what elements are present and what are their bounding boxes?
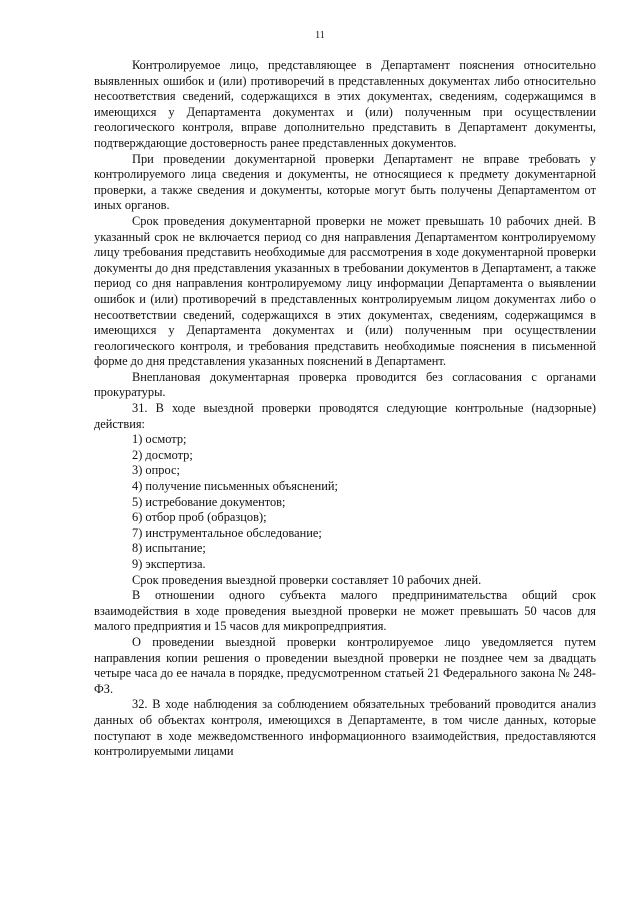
- paragraph: При проведении документарной проверки Департамент не вправе требовать у контролируемого лица сведения и документы, не относящиеся к предмету документарной проверки, а также сведения и документы, которые могут быть получены Департаментом от иных органов.: [94, 151, 596, 213]
- paragraph: Срок проведения выездной проверки составляет 10 рабочих дней.: [132, 572, 482, 587]
- inspection-actions-list: [94, 432, 596, 572]
- list-item: 7) инструментальное обследование;: [132, 525, 322, 540]
- document-body: [94, 58, 596, 760]
- list-item: 4) получение письменных объяснений;: [132, 479, 338, 494]
- paragraph: Внеплановая документарная проверка проводится без согласования с органами прокуратуры.: [94, 369, 596, 400]
- list-item: 9) экспертиза.: [132, 557, 206, 571]
- list-item: 8) испытание;: [132, 541, 206, 556]
- list-item: 3) опрос;: [132, 463, 180, 478]
- paragraph: Срок проведения документарной проверки не может превышать 10 рабочих дней. В указанный срок не включается период со дня направления Департаментом контролируемому лицу требования представить необходимые для рассмотрения в ходе документарной проверки документы до дня представления указанных в требовании документов в Департамент, а также период со дня направления контролируемому лицу информации Департамента о выявлении ошибок и (или) противоречий в представленных контролируемым лицом документах либо о несоответствии сведений, содержащихся в этих документах, сведениям, содержащимся в имеющихся у Департамента документах и (или) полученным при осуществлении геологического контроля, и требования представить необходимые пояснения в письменной форме до дня представления указанных пояснений в Департамент.: [94, 213, 596, 369]
- paragraph: Контролируемое лицо, представляющее в Департамент пояснения относительно выявленных ошибок и (или) противоречий в представленных документах либо относительно несоответствия сведений, содержащихся в этих документах, сведениям, содержащимся в имеющихся у Департамента документах и (или) полученным при осуществлении геологического контроля, вправе дополнительно представить в Департамент документы, подтверждающие достоверность ранее представленных документов.: [94, 58, 596, 150]
- paragraph: О проведении выездной проверки контролируемое лицо уведомляется путем направления копии решения о проведении выездной проверки не позднее чем за двадцать четыре часа до ее начала в порядке, предусмотренном статьей 21 Федерального закона № 248-ФЗ.: [94, 634, 596, 696]
- section-32-paragraph: 32. В ходе наблюдения за соблюдением обязательных требований проводится анализ данных об объектах контроля, имеющихся в Департаменте, в том числе данных, которые поступают в ходе межведомственного информационного взаимодействия, предоставляются контролируемыми лицами: [94, 697, 596, 759]
- list-item: 2) досмотр;: [132, 447, 193, 462]
- list-item: 1) осмотр;: [132, 432, 187, 447]
- section-31-heading: 31. В ходе выездной проверки проводятся следующие контрольные (надзорные) действия:: [94, 401, 596, 431]
- page-number: 11: [315, 30, 325, 41]
- list-item: 5) истребование документов;: [132, 494, 286, 509]
- paragraph: В отношении одного субъекта малого предпринимательства общий срок взаимодействия в ходе проведения выездной проверки не может превышать 50 часов для малого предприятия и 15 часов для микропредприятия.: [94, 588, 596, 634]
- list-item: 6) отбор проб (образцов);: [132, 510, 267, 525]
